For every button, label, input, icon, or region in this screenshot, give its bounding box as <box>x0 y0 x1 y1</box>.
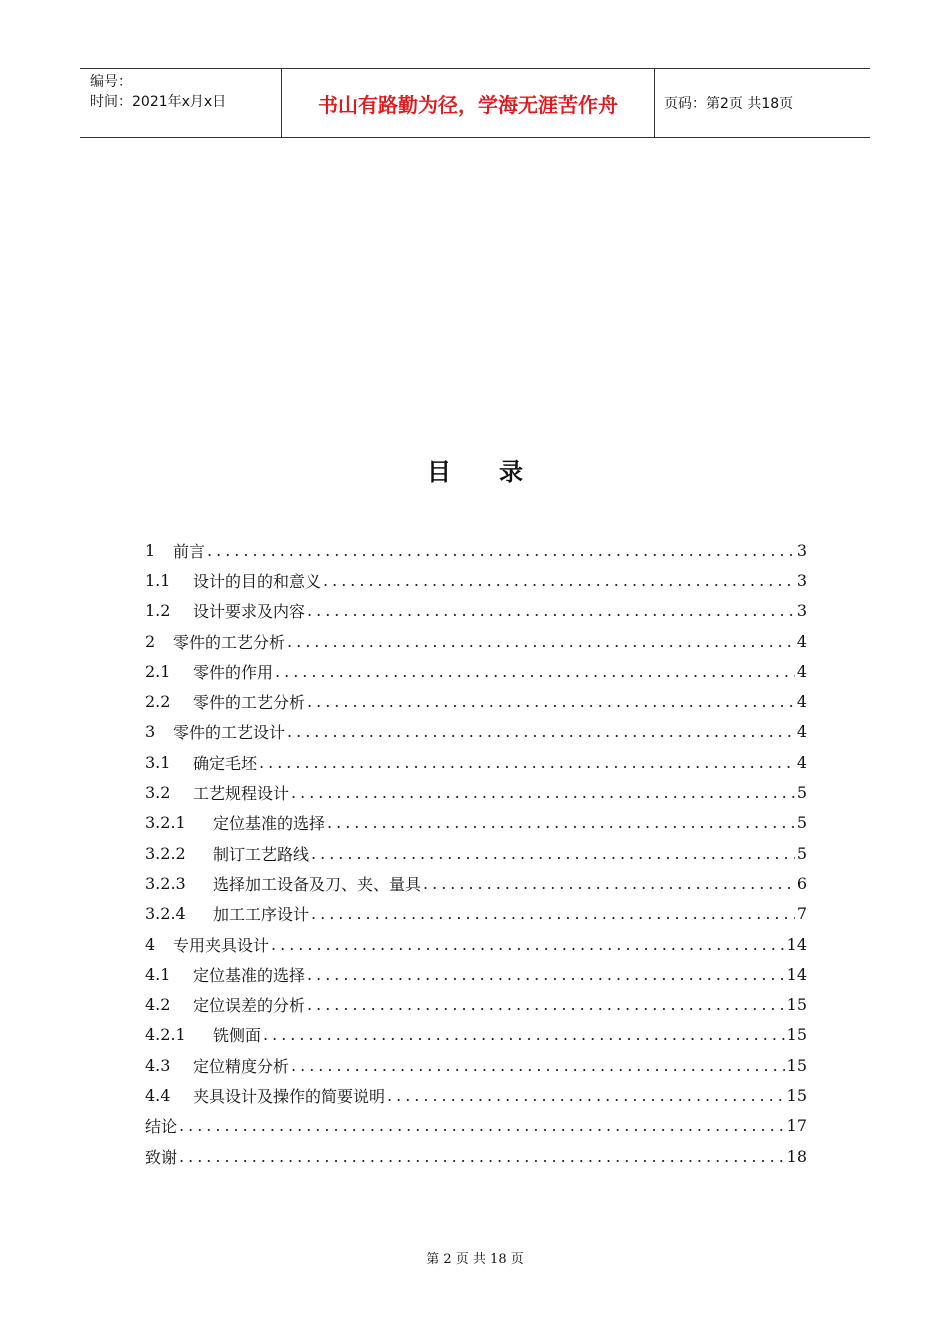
toc-leader-dots <box>271 935 785 954</box>
toc-entry[interactable] <box>145 596 807 626</box>
toc-entry[interactable] <box>145 747 807 777</box>
toc-entry-page: 5 <box>796 843 807 863</box>
toc-entry-number: 2.2 <box>145 692 171 712</box>
toc-entry[interactable] <box>145 1080 807 1110</box>
toc-leader-dots <box>207 541 795 560</box>
header-table <box>80 68 870 138</box>
toc-entry-label: 前言 <box>173 541 206 561</box>
toc-entry-page: 7 <box>796 904 807 924</box>
toc-leader-dots <box>179 1147 785 1166</box>
toc-leader-dots <box>259 753 795 772</box>
toc-leader-dots <box>307 601 795 620</box>
toc-entry-label: 定位基准的选择 <box>193 965 306 985</box>
toc-leader-dots <box>263 1025 785 1044</box>
toc-entry-label: 定位误差的分析 <box>193 996 306 1016</box>
toc-leader-dots <box>423 874 795 893</box>
toc-entry-label: 加工工序设计 <box>213 905 310 925</box>
toc-entry-number: 4.4 <box>145 1085 171 1105</box>
toc-entry[interactable] <box>145 1050 807 1080</box>
toc-entry[interactable] <box>145 989 807 1019</box>
toc-entry-label: 夹具设计及操作的简要说明 <box>193 1086 386 1106</box>
toc-leader-dots <box>179 1116 785 1135</box>
toc-entry-page: 15 <box>786 995 807 1015</box>
toc-entry-number: 4.2 <box>145 995 171 1015</box>
toc-leader-dots <box>307 692 795 711</box>
table-of-contents <box>145 535 807 1171</box>
toc-entry-label: 零件的工艺分析 <box>173 632 286 652</box>
toc-entry[interactable] <box>145 656 807 686</box>
toc-entry-number: 4.1 <box>145 964 171 984</box>
toc-entry-label: 定位基准的选择 <box>213 814 326 834</box>
toc-entry[interactable] <box>145 686 807 716</box>
toc-entry-label: 零件的工艺设计 <box>173 723 286 743</box>
toc-entry[interactable] <box>145 838 807 868</box>
toc-entry-number: 4.3 <box>145 1055 171 1075</box>
toc-entry[interactable] <box>145 777 807 807</box>
toc-entry-page: 3 <box>796 540 807 560</box>
toc-entry[interactable] <box>145 808 807 838</box>
toc-entry-page: 4 <box>796 752 807 772</box>
toc-entry-label: 专用夹具设计 <box>173 935 270 955</box>
toc-entry[interactable] <box>145 1020 807 1050</box>
toc-entry[interactable] <box>145 717 807 747</box>
toc-entry-label: 工艺规程设计 <box>193 784 290 804</box>
toc-entry-label: 确定毛坯 <box>193 753 258 773</box>
toc-entry[interactable] <box>145 565 807 595</box>
toc-entry-page: 4 <box>796 692 807 712</box>
toc-leader-dots <box>291 783 795 802</box>
toc-entry-number: 1.1 <box>145 570 171 590</box>
toc-entry-number: 4.2.1 <box>145 1025 186 1045</box>
toc-entry[interactable] <box>145 626 807 656</box>
toc-entry[interactable] <box>145 959 807 989</box>
toc-entry-page: 3 <box>796 601 807 621</box>
toc-entry[interactable] <box>145 535 807 565</box>
toc-entry-number: 3.1 <box>145 752 171 772</box>
toc-entry-page: 4 <box>796 722 807 742</box>
toc-entry-label: 零件的作用 <box>193 662 274 682</box>
toc-leader-dots <box>323 571 795 590</box>
toc-entry-page: 4 <box>796 661 807 681</box>
toc-entry-number: 4 <box>145 934 156 954</box>
toc-entry[interactable] <box>145 899 807 929</box>
toc-title: 目录 <box>427 458 571 486</box>
toc-entry-label: 选择加工设备及刀、夹、量具 <box>213 874 422 894</box>
toc-entry-number: 3 <box>145 722 156 742</box>
toc-leader-dots <box>307 995 785 1014</box>
page-footer: 第 2 页 共 18 页 <box>426 1252 524 1267</box>
toc-entry-label: 铣侧面 <box>213 1026 262 1046</box>
toc-entry-number: 3.2.4 <box>145 904 186 924</box>
toc-entry-label: 设计的目的和意义 <box>193 571 322 591</box>
toc-entry-page: 4 <box>796 631 807 651</box>
toc-leader-dots <box>287 722 795 741</box>
toc-leader-dots <box>327 813 795 832</box>
toc-entry-page: 18 <box>786 1146 807 1166</box>
toc-leader-dots <box>275 662 795 681</box>
toc-entry-label: 零件的工艺分析 <box>193 693 306 713</box>
header-left-cell <box>80 69 282 137</box>
toc-leader-dots <box>387 1086 785 1105</box>
toc-entry-label: 制订工艺路线 <box>213 844 310 864</box>
toc-entry[interactable] <box>145 1111 807 1141</box>
toc-leader-dots <box>311 844 795 863</box>
toc-entry-page: 15 <box>786 1025 807 1045</box>
toc-entry-page: 6 <box>796 873 807 893</box>
toc-entry-number: 3.2.3 <box>145 873 186 893</box>
page-info: 页码：第2页 共18页 <box>664 96 794 112</box>
toc-entry-label: 设计要求及内容 <box>193 602 306 622</box>
toc-entry-number: 2.1 <box>145 661 171 681</box>
toc-entry-page: 15 <box>786 1055 807 1075</box>
number-label: 编号： <box>90 74 132 90</box>
motto: 书山有路勤为径，学海无涯苦作舟 <box>282 69 655 137</box>
toc-entry-number: 3.2 <box>145 783 171 803</box>
toc-leader-dots <box>287 632 795 651</box>
toc-entry[interactable] <box>145 1141 807 1171</box>
toc-entry-number: 3.2.1 <box>145 813 186 833</box>
toc-entry-page: 3 <box>796 570 807 590</box>
toc-entry-page: 15 <box>786 1085 807 1105</box>
toc-entry-number: 1 <box>145 540 156 560</box>
toc-leader-dots <box>291 1056 785 1075</box>
toc-entry-label: 致谢 <box>145 1147 178 1167</box>
toc-leader-dots <box>307 965 785 984</box>
toc-entry-label: 结论 <box>145 1117 178 1137</box>
toc-entry-label: 定位精度分析 <box>193 1056 290 1076</box>
toc-entry[interactable] <box>145 929 807 959</box>
toc-entry[interactable] <box>145 868 807 898</box>
date-label: 时间：2021年x月x日 <box>90 94 227 110</box>
toc-entry-number: 3.2.2 <box>145 843 186 863</box>
toc-entry-page: 5 <box>796 783 807 803</box>
toc-entry-page: 17 <box>786 1116 807 1136</box>
toc-entry-number: 1.2 <box>145 601 171 621</box>
toc-entry-page: 5 <box>796 813 807 833</box>
toc-entry-page: 14 <box>786 964 807 984</box>
toc-leader-dots <box>311 904 795 923</box>
toc-entry-page: 14 <box>786 934 807 954</box>
toc-entry-number: 2 <box>145 631 156 651</box>
